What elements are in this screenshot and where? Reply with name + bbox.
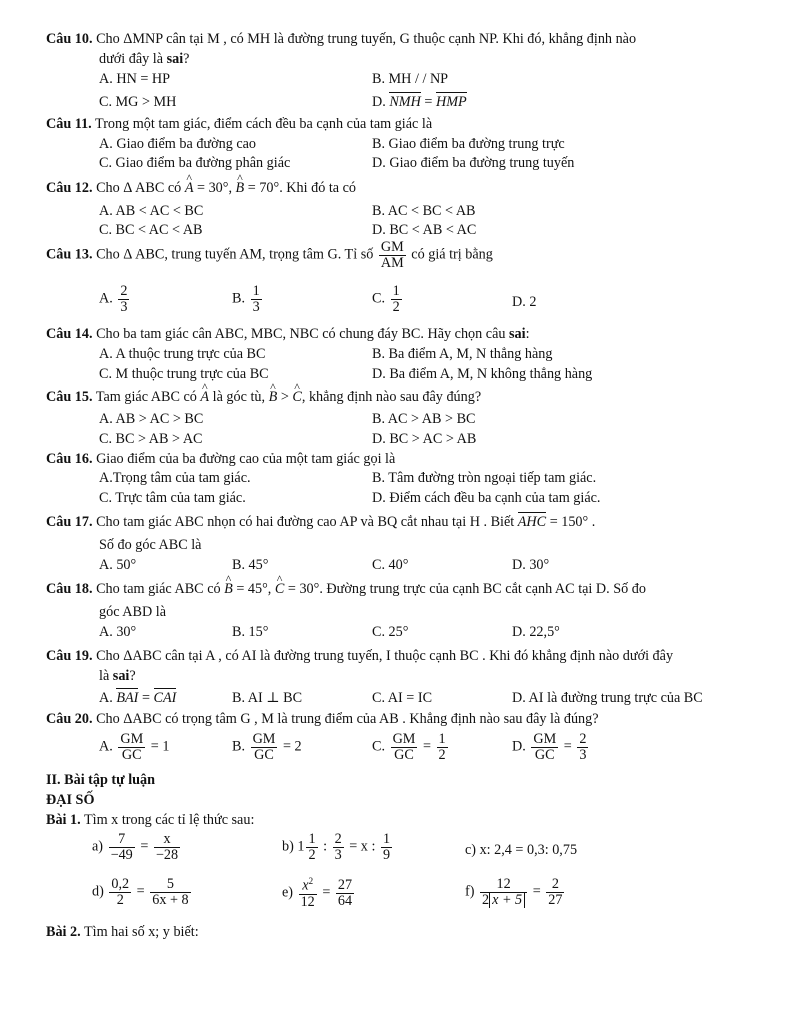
q13-option-d: D. 2 <box>512 294 537 310</box>
q17-option-b: B. 45° <box>232 557 269 573</box>
q13-option-a: A. $\frac{2}{3}$ <box>99 283 128 315</box>
q10-label: Câu 10. <box>46 31 93 47</box>
q20-option-c: C. $\frac{GM}{GC}$ = $\frac{1}{2}$ <box>372 731 446 763</box>
q16-label: Câu 16. <box>46 451 93 467</box>
bai1-item-f: f) $\frac{12}{2 x + 5}$ = $\frac{2}{27}$ <box>465 876 563 908</box>
q13-ratio: $\frac{GM}{AM}$ <box>380 239 404 271</box>
q15-option-c: C. BC > AB > AC <box>99 431 203 447</box>
q14-option-d: D. Ba điểm A, M, N không thẳng hàng <box>372 366 593 382</box>
q14-stem: Câu 14. Cho ba tam giác cân ABC, MBC, NBC có chung đáy BC. Hãy chọn câu sai: <box>46 326 530 342</box>
q16-option-b: B. Tâm đường tròn ngoại tiếp tam giác. <box>372 470 597 486</box>
q11-option-a: A. Giao điểm ba đường cao <box>99 136 257 152</box>
q19-option-a: A. BAI = CAI <box>99 690 177 706</box>
q13-stem: Câu 13. Cho Δ ABC, trung tuyến AM, trọng tâm G. Tỉ số $\frac{GM}{AM}$ có giá trị bằng <box>46 239 493 271</box>
bai1-item-e: e) $\frac{x^2}{12}$ = $\frac{27}{64}$ <box>282 876 353 910</box>
q11-option-d: D. Giao điểm ba đường trung tuyến <box>372 155 575 171</box>
q18-option-c: C. 25° <box>372 624 409 640</box>
q18-option-d: D. 22,5° <box>512 624 560 640</box>
q12-option-b: B. AC < BC < AB <box>372 203 476 219</box>
q11-stem: Câu 11. Trong một tam giác, điểm cách đều ba cạnh của tam giác là <box>46 116 433 132</box>
q13-label: Câu 13. <box>46 246 93 263</box>
q20-option-a: A. $\frac{GM}{GC}$ = 1 <box>99 731 170 763</box>
bai1-item-b: b) 1 $\frac{1}{2}$ : $\frac{2}{3}$ = x : $\frac{1}{9}$ <box>282 831 391 863</box>
q16-option-a: A.Trọng tâm của tam giác. <box>99 470 251 486</box>
q17-option-d: D. 30° <box>512 557 550 573</box>
q18-option-b: B. 15° <box>232 624 269 640</box>
q15-option-b: B. AC > AB > BC <box>372 411 476 427</box>
bai1-label: Bài 1. <box>46 812 81 828</box>
q19-stem: Câu 19. Cho ΔABC cân tại A , có AI là đường trung tuyến, I thuộc cạnh BC . Khi đó khẳng định nào dưới đây <box>46 648 674 664</box>
q14-label: Câu 14. <box>46 326 93 342</box>
q13-option-c: C. $\frac{1}{2}$ <box>372 283 400 315</box>
bai2-stem: Bài 2. Tìm hai số x; y biết: <box>46 924 199 940</box>
q17-option-a: A. 50° <box>99 557 137 573</box>
q12-label: Câu 12. <box>46 180 93 196</box>
q18-label: Câu 18. <box>46 581 93 597</box>
q12-option-d: D. BC < AB < AC <box>372 222 477 238</box>
q20-stem: Câu 20. Cho ΔABC có trọng tâm G , M là trung điểm của AB . Khẳng định nào sau đây là đúng? <box>46 711 599 727</box>
q20-option-d: D. $\frac{GM}{GC}$ = $\frac{2}{3}$ <box>512 731 587 763</box>
q20-option-b: B. $\frac{GM}{GC}$ = 2 <box>232 731 302 763</box>
q12-stem: Câu 12. Cho Δ ABC có ^ A = 30°, ^ B = 70°. Khi đó ta có <box>46 180 356 197</box>
q10-option-a: A. HN = HP <box>99 71 171 87</box>
section-subheading: ĐẠI SỐ <box>46 792 95 808</box>
q12-option-c: C. BC < AC < AB <box>99 222 203 238</box>
q16-option-c: C. Trực tâm của tam giác. <box>99 490 246 506</box>
q19-stem-2: là sai? <box>99 668 136 684</box>
q17-stem: Câu 17. Cho tam giác ABC nhọn có hai đường cao AP và BQ cắt nhau tại H . Biết AHC = 150° . <box>46 514 596 530</box>
q17-option-c: C. 40° <box>372 557 409 573</box>
bai1-stem: Bài 1. Tìm x trong các tỉ lệ thức sau: <box>46 812 255 828</box>
section-heading: II. Bài tập tự luận <box>46 772 156 788</box>
q11-option-b: B. Giao điểm ba đường trung trực <box>372 136 565 152</box>
q13-option-b: B. $\frac{1}{3}$ <box>232 283 260 315</box>
q19-option-b: B. AI ⊥ BC <box>232 690 303 706</box>
q10-option-d: D. NMH = HMP <box>372 94 467 110</box>
q18-option-a: A. 30° <box>99 624 137 640</box>
q14-option-c: C. M thuộc trung trực của BC <box>99 366 269 382</box>
q14-option-a: A. A thuộc trung trực của BC <box>99 346 266 362</box>
q12-option-a: A. AB < AC < BC <box>99 203 204 219</box>
q19-option-d: D. AI là đường trung trực của BC <box>512 690 703 706</box>
q14-option-b: B. Ba điểm A, M, N thẳng hàng <box>372 346 553 362</box>
q11-label: Câu 11. <box>46 116 92 132</box>
q10-option-c: C. MG > MH <box>99 94 177 110</box>
q10-stem: Câu 10. Cho ΔMNP cân tại M , có MH là đường trung tuyến, G thuộc cạnh NP. Khi đó, khẳng định nào <box>46 31 637 47</box>
bai2-label: Bài 2. <box>46 924 81 940</box>
bai1-item-d: d) $\frac{0,2}{2}$ = $\frac{5}{6x + 8}$ <box>92 876 189 908</box>
q15-option-d: D. BC > AC > AB <box>372 431 477 447</box>
q15-stem: Câu 15. Tam giác ABC có ^ A là góc tù, ^ B > ^ C, khẳng định nào sau đây đúng? <box>46 389 481 406</box>
q16-stem: Câu 16. Giao điểm của ba đường cao của một tam giác gọi là <box>46 451 396 467</box>
q10-stem-2: dưới đây là sai? <box>99 51 190 67</box>
q20-label: Câu 20. <box>46 711 93 727</box>
q10-option-b: B. MH / / NP <box>372 71 449 87</box>
q17-stem-2: Số đo góc ABC là <box>99 537 202 553</box>
q18-stem: Câu 18. Cho tam giác ABC có ^ B = 45°, ^ C = 30°. Đường trung trực của cạnh BC cắt cạnh AC tại D. Số đo <box>46 581 646 598</box>
q15-option-a: A. AB > AC > BC <box>99 411 204 427</box>
q11-option-c: C. Giao điểm ba đường phân giác <box>99 155 291 171</box>
bai1-item-c: c) x: 2,4 = 0,3: 0,75 <box>465 842 578 858</box>
q17-label: Câu 17. <box>46 514 93 530</box>
bai1-item-a: a) $\frac{7}{-49}$ = $\frac{x}{-28}$ <box>92 831 179 863</box>
q18-stem-2: góc ABD là <box>99 604 166 620</box>
q19-label: Câu 19. <box>46 648 93 664</box>
q16-option-d: D. Điểm cách đều ba cạnh của tam giác. <box>372 490 601 506</box>
q15-label: Câu 15. <box>46 389 93 405</box>
q19-option-c: C. AI = IC <box>372 690 433 706</box>
